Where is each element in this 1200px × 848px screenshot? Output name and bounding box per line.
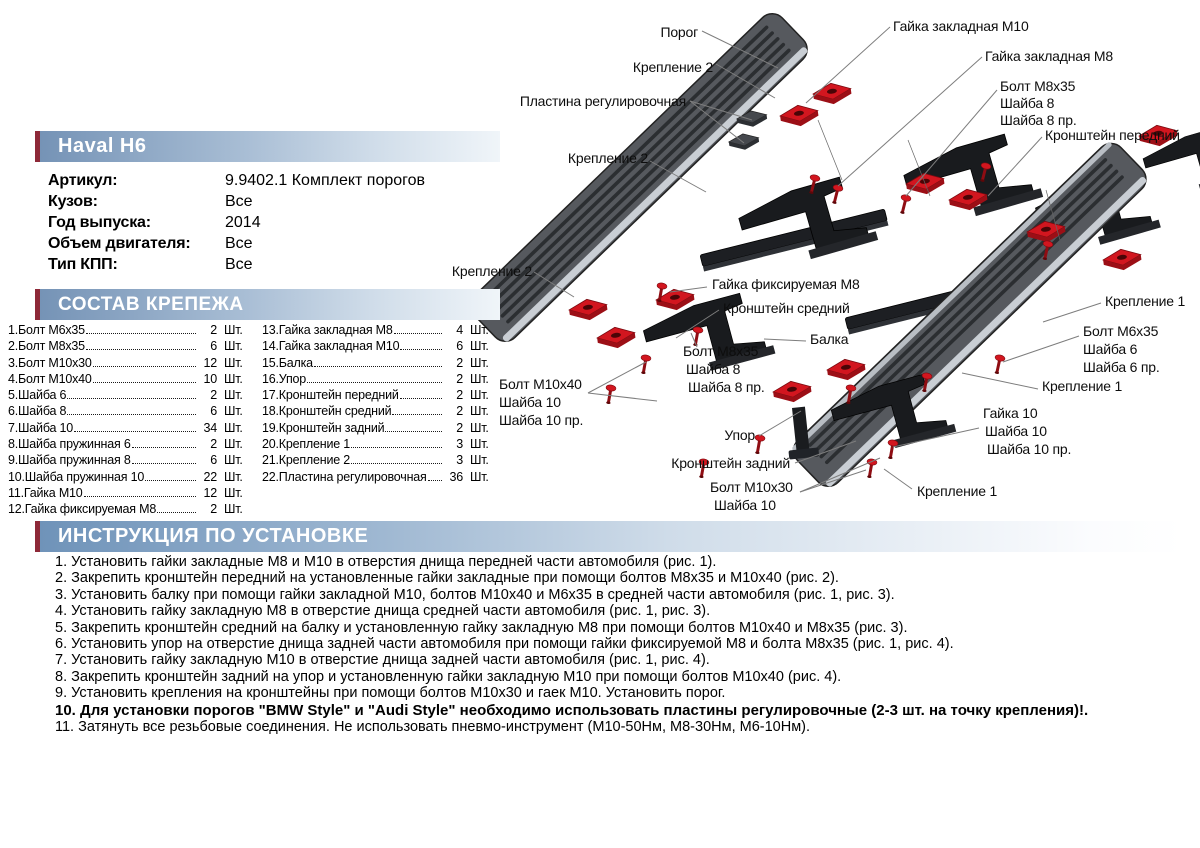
instruction-step: 4. Установить гайку закладную М8 в отверстие днища средней части автомобиля (рис. 1, рис. 3). bbox=[55, 603, 711, 620]
diagram-label: Шайба 10 bbox=[985, 423, 1047, 439]
dotted-leader bbox=[86, 333, 196, 334]
fastener-qty: 2 bbox=[210, 323, 217, 337]
diagram-label: Шайба 6 bbox=[1083, 341, 1138, 357]
dotted-leader bbox=[394, 333, 442, 334]
diagram-label: Шайба 10 bbox=[714, 497, 776, 513]
diagram-label: Крепление 1 bbox=[1042, 378, 1123, 394]
dotted-leader bbox=[400, 398, 442, 399]
fastener-qty: 2 bbox=[456, 420, 463, 435]
dotted-leader bbox=[157, 512, 196, 513]
diagram-label: Крепление 2 bbox=[632, 59, 713, 75]
fastener-name: 6.Шайба 8 bbox=[8, 404, 67, 419]
instruction-step: 2. Закрепить кронштейн передний на установленные гайки закладные при помощи болтов М8х35 и М10х40 (рис. 2). bbox=[55, 570, 839, 587]
instructions-title: ИНСТРУКЦИЯ ПО УСТАНОВКЕ bbox=[58, 525, 369, 547]
fastener-name: 16.Упор bbox=[262, 371, 307, 386]
fastener-name: 15.Балка bbox=[262, 355, 313, 370]
diagram-label: Шайба 8 bbox=[1000, 95, 1055, 111]
diagram-label: Шайба 8 пр. bbox=[1000, 112, 1077, 128]
spec-value: 9.9402.1 Комплект порогов bbox=[225, 172, 426, 189]
fastener-name: 20.Крепление 1 bbox=[262, 437, 351, 452]
fastener-name: 5.Шайба 6 bbox=[8, 388, 67, 403]
fastener-row bbox=[8, 486, 248, 502]
diagram-label: Болт М8х35 bbox=[1000, 78, 1076, 94]
fastener-unit: Шт. bbox=[470, 437, 489, 452]
fastener-name: 3.Болт М10х30 bbox=[8, 355, 92, 370]
fastener-unit: Шт. bbox=[224, 453, 243, 468]
fastener-row bbox=[8, 437, 248, 453]
fastener-qty: 4 bbox=[456, 323, 463, 337]
spec-value: Все bbox=[225, 256, 253, 273]
dotted-leader bbox=[67, 414, 196, 415]
spec-label: Артикул: bbox=[48, 172, 118, 189]
fastener-unit: Шт. bbox=[470, 371, 489, 386]
fastener-unit: Шт. bbox=[224, 469, 243, 484]
fastener-qty: 10 bbox=[203, 371, 217, 386]
fastener-qty: 12 bbox=[203, 355, 217, 370]
fastener-row bbox=[262, 453, 494, 469]
dotted-leader bbox=[351, 463, 442, 464]
dotted-leader bbox=[392, 414, 442, 415]
diagram-label: Болт М10х30 bbox=[710, 479, 793, 495]
diagram-label: Болт М8х35 bbox=[683, 343, 759, 359]
instruction-step: 10. Для установки порогов "BMW Style" и "Audi Style" необходимо использовать пластины регулировочные (2-3 шт. на точку крепления)!. bbox=[55, 701, 1089, 719]
diagram-label: Порог bbox=[660, 24, 698, 40]
spec-value: Все bbox=[225, 235, 253, 252]
spec-row bbox=[48, 254, 425, 275]
fastener-unit: Шт. bbox=[224, 355, 243, 370]
diagram-label: Шайба 10 bbox=[499, 394, 561, 410]
fastener-name: 8.Шайба пружинная 6 bbox=[8, 437, 131, 452]
diagram-label: Кронштейн задний bbox=[671, 455, 790, 471]
diagram-label: Шайба 8 bbox=[686, 361, 741, 377]
fastener-name: 9.Шайба пружинная 8 bbox=[8, 453, 131, 468]
diagram-label: Болт М6х35 bbox=[1083, 323, 1159, 339]
fastener-qty: 34 bbox=[203, 420, 217, 435]
fasteners-column-2 bbox=[262, 323, 494, 486]
fastener-unit: Шт. bbox=[470, 469, 489, 484]
fastener-unit: Шт. bbox=[470, 323, 489, 337]
fastener-name: 14.Гайка закладная М10 bbox=[262, 339, 400, 354]
diagram-label: Кронштейн передний bbox=[1045, 127, 1180, 143]
dotted-leader bbox=[93, 366, 196, 367]
dotted-leader bbox=[67, 398, 196, 399]
fastener-unit: Шт. bbox=[470, 420, 489, 435]
diagram-label: Гайка закладная М10 bbox=[893, 18, 1029, 34]
fastener-qty: 2 bbox=[210, 502, 217, 517]
fastener-row bbox=[262, 339, 494, 355]
fastener-row bbox=[8, 372, 248, 388]
spec-value: Все bbox=[225, 193, 253, 210]
fastener-name: 19.Кронштейн задний bbox=[262, 420, 385, 435]
dotted-leader bbox=[93, 382, 196, 383]
diagram-label: Шайба 8 пр. bbox=[688, 379, 765, 395]
product-title-bar bbox=[35, 131, 500, 162]
dotted-leader bbox=[84, 496, 196, 497]
fastener-row bbox=[262, 356, 494, 372]
fastener-unit: Шт. bbox=[470, 339, 489, 354]
fastener-name: 4.Болт М10х40 bbox=[8, 371, 92, 386]
fastener-name: 18.Кронштейн средний bbox=[262, 404, 392, 419]
diagram-label: Шайба 10 пр. bbox=[987, 441, 1072, 457]
fastener-row bbox=[262, 404, 494, 420]
dotted-leader bbox=[428, 480, 442, 481]
diagram-label: Кронштейн средний bbox=[723, 300, 850, 316]
fastener-row bbox=[262, 323, 494, 339]
fastener-name: 2.Болт М8х35 bbox=[8, 339, 85, 354]
instruction-step: 8. Закрепить кронштейн задний на упор и установленную гайки закладную М10 при помощи болтов М10х40 (рис. 4). bbox=[55, 668, 842, 685]
diagram-label: Шайба 6 пр. bbox=[1083, 359, 1160, 375]
fastener-row bbox=[8, 323, 248, 339]
dotted-leader bbox=[132, 463, 196, 464]
diagram-label: Упор bbox=[724, 427, 755, 443]
fastener-name: 13.Гайка закладная М8 bbox=[262, 323, 393, 337]
spec-row bbox=[48, 233, 425, 254]
fasteners-title-bar bbox=[35, 289, 500, 320]
fastener-row bbox=[262, 421, 494, 437]
instruction-step: 11. Затянуть все резьбовые соединения. Не использовать пневмо-инструмент (М10-50Нм, М8-30Нм, М6-10Нм). bbox=[55, 719, 811, 736]
diagram-label: Болт М10х40 bbox=[499, 376, 582, 392]
fastener-row bbox=[262, 372, 494, 388]
fastener-row bbox=[262, 388, 494, 404]
diagram-label: Балка bbox=[810, 331, 849, 347]
fastener-unit: Шт. bbox=[224, 437, 243, 452]
dotted-leader bbox=[307, 382, 442, 383]
diagram-label: Крепление 2 bbox=[451, 263, 532, 279]
spec-row bbox=[48, 212, 425, 233]
dotted-leader bbox=[385, 431, 442, 432]
fastener-unit: Шт. bbox=[470, 355, 489, 370]
fastener-unit: Шт. bbox=[470, 453, 489, 468]
fastener-unit: Шт. bbox=[224, 485, 243, 500]
instruction-step: 6. Установить упор на отверстие днища задней части автомобиля при помощи гайки фиксируемой М8 и болта М8х35 (рис. 1, рис. 4). bbox=[55, 636, 954, 653]
fastener-name: 7.Шайба 10 bbox=[8, 420, 74, 435]
diagram-label: Крепление 1 bbox=[917, 483, 998, 499]
fastener-qty: 6 bbox=[210, 453, 217, 468]
fastener-unit: Шт. bbox=[224, 371, 243, 386]
dotted-leader bbox=[145, 480, 196, 481]
product-specs bbox=[48, 170, 425, 275]
dotted-leader bbox=[132, 447, 196, 448]
fastener-qty: 12 bbox=[203, 485, 217, 500]
fastener-unit: Шт. bbox=[224, 339, 243, 354]
fastener-unit: Шт. bbox=[224, 420, 243, 435]
fastener-unit: Шт. bbox=[224, 502, 243, 517]
fastener-row bbox=[8, 404, 248, 420]
fastener-name: 22.Пластина регулировочная bbox=[262, 469, 427, 484]
diagram-label: Крепление 2 bbox=[567, 150, 648, 166]
fastener-unit: Шт. bbox=[224, 404, 243, 419]
fastener-name: 21.Крепление 2 bbox=[262, 453, 351, 468]
fastener-name: 10.Шайба пружинная 10 bbox=[8, 469, 145, 484]
fastener-row bbox=[8, 339, 248, 355]
fastener-qty: 6 bbox=[456, 339, 463, 354]
fastener-row bbox=[262, 437, 494, 453]
spec-label: Кузов: bbox=[48, 193, 98, 210]
fastener-row bbox=[8, 470, 248, 486]
fastener-row bbox=[8, 502, 248, 518]
instruction-step: 1. Установить гайки закладные М8 и М10 в отверстия днища передней части автомобиля (рис. 1). bbox=[55, 554, 717, 570]
fastener-row bbox=[8, 421, 248, 437]
fastener-row bbox=[8, 356, 248, 372]
fastener-name: 11.Гайка М10 bbox=[8, 485, 83, 500]
dotted-leader bbox=[400, 349, 442, 350]
fastener-qty: 2 bbox=[210, 437, 217, 452]
fastener-qty: 3 bbox=[456, 453, 463, 468]
fastener-qty: 2 bbox=[210, 388, 217, 403]
dotted-leader bbox=[74, 431, 196, 432]
instruction-step: 9. Установить крепления на кронштейны при помощи болтов М10х30 и гаек М10. Установить порог. bbox=[55, 685, 726, 702]
fastener-row bbox=[8, 388, 248, 404]
spec-label: Год выпуска: bbox=[48, 214, 151, 231]
spec-label: Объем двигателя: bbox=[48, 235, 191, 252]
fastener-qty: 2 bbox=[456, 404, 463, 419]
fastener-name: 12.Гайка фиксируемая М8 bbox=[8, 502, 157, 517]
fastener-unit: Шт. bbox=[470, 388, 489, 403]
dotted-leader bbox=[314, 366, 442, 367]
diagram-label: Шайба 10 пр. bbox=[499, 412, 584, 428]
dotted-leader bbox=[86, 349, 196, 350]
fastener-qty: 3 bbox=[456, 437, 463, 452]
fastener-row bbox=[262, 470, 494, 486]
fastener-qty: 2 bbox=[456, 388, 463, 403]
fastener-unit: Шт. bbox=[224, 323, 243, 337]
spec-value: 2014 bbox=[225, 214, 261, 231]
spec-row bbox=[48, 170, 425, 191]
instruction-step: 3. Установить балку при помощи гайки закладной М10, болтов М10х40 и М6х35 в средней части автомобиля (рис. 1, рис. 3). bbox=[55, 586, 895, 603]
fastener-name: 1.Болт М6х35 bbox=[8, 323, 85, 337]
spec-row bbox=[48, 191, 425, 212]
fastener-qty: 6 bbox=[210, 339, 217, 354]
fastener-qty: 36 bbox=[449, 469, 463, 484]
fastener-unit: Шт. bbox=[470, 404, 489, 419]
fastener-qty: 2 bbox=[456, 371, 463, 386]
diagram-label: Гайка фиксируемая М8 bbox=[712, 276, 860, 292]
fastener-name: 17.Кронштейн передний bbox=[262, 388, 399, 403]
diagram-label: Крепление 1 bbox=[1105, 293, 1186, 309]
spec-label: Тип КПП: bbox=[48, 256, 118, 273]
fastener-qty: 22 bbox=[203, 469, 217, 484]
diagram-label: Пластина регулировочная bbox=[519, 93, 686, 109]
fastener-qty: 2 bbox=[456, 355, 463, 370]
product-title: Haval H6 bbox=[58, 135, 147, 157]
instruction-step: 7. Установить гайку закладную М10 в отверстие днища задней части автомобиля (рис. 1, рис. 4). bbox=[55, 652, 710, 669]
fasteners-column-1 bbox=[8, 323, 248, 519]
fastener-row bbox=[8, 453, 248, 469]
diagram-label: Гайка 10 bbox=[983, 405, 1038, 421]
instruction-steps bbox=[35, 554, 1175, 735]
dotted-leader bbox=[351, 447, 442, 448]
instructions-title-bar bbox=[35, 521, 1183, 552]
fastener-qty: 6 bbox=[210, 404, 217, 419]
diagram-label: Гайка закладная М8 bbox=[985, 48, 1113, 64]
fasteners-title: СОСТАВ КРЕПЕЖА bbox=[58, 293, 244, 315]
instruction-step: 5. Закрепить кронштейн средний на балку и установленную гайку закладную М8 при помощи болтов М10х40 и М8х35 (рис. 3). bbox=[55, 619, 908, 636]
fastener-unit: Шт. bbox=[224, 388, 243, 403]
